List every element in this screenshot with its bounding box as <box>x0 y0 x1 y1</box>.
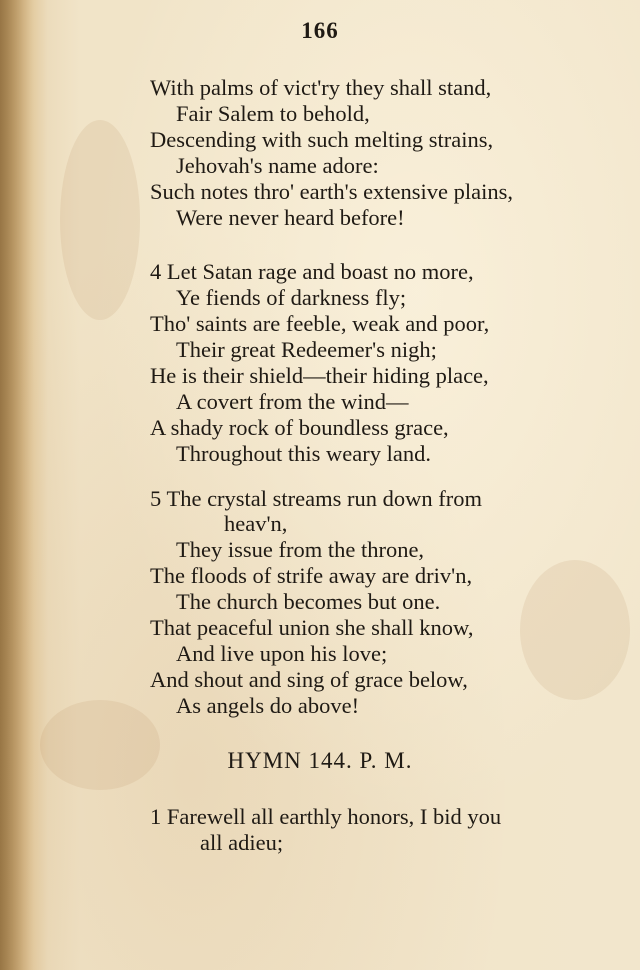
verse-line: The church becomes but one. <box>176 589 441 614</box>
verse-line: Fair Salem to behold, <box>176 101 370 126</box>
verse-line: Tho' saints are feeble, weak and poor, <box>150 311 490 336</box>
verse-line: That peaceful union she shall know, <box>150 615 474 640</box>
page-number: 166 <box>301 18 339 43</box>
verse-line: And shout and sing of grace below, <box>150 667 468 692</box>
verse-line: all adieu; <box>200 830 284 855</box>
verse-line: A covert from the wind— <box>176 389 409 414</box>
verse-line: He is their shield—their hiding place, <box>150 363 489 388</box>
page-spine-shadow <box>0 0 34 970</box>
verse-line: The floods of strife away are driv'n, <box>150 563 473 588</box>
paper-stain <box>520 560 630 700</box>
paper-stain <box>60 120 140 320</box>
verse-line: Throughout this weary land. <box>176 441 431 466</box>
verse-line: Their great Redeemer's nigh; <box>176 337 437 362</box>
verse-line: Such notes thro' earth's extensive plains, <box>150 179 514 204</box>
verse-line: They issue from the throne, <box>176 537 425 562</box>
verse-line: Were never heard before! <box>176 205 405 230</box>
verse-line: 1 Farewell all earthly honors, I bid you <box>150 804 502 829</box>
verse-line: 5 The crystal streams run down from <box>150 486 483 511</box>
verse-line: Jehovah's name adore: <box>176 153 379 178</box>
verse-line: heav'n, <box>224 511 288 536</box>
verse-line: And live upon his love; <box>176 641 388 666</box>
paper-stain <box>40 700 160 790</box>
verse-line: A shady rock of boundless grace, <box>150 415 449 440</box>
verse-line: As angels do above! <box>176 693 360 718</box>
verse-line: Ye fiends of darkness fly; <box>176 285 407 310</box>
verse-line: 4 Let Satan rage and boast no more, <box>150 259 474 284</box>
verse-line: Descending with such melting strains, <box>150 127 494 152</box>
verse-line: With palms of vict'ry they shall stand, <box>150 75 492 100</box>
hymn-title: HYMN 144. P. M. <box>227 748 413 773</box>
